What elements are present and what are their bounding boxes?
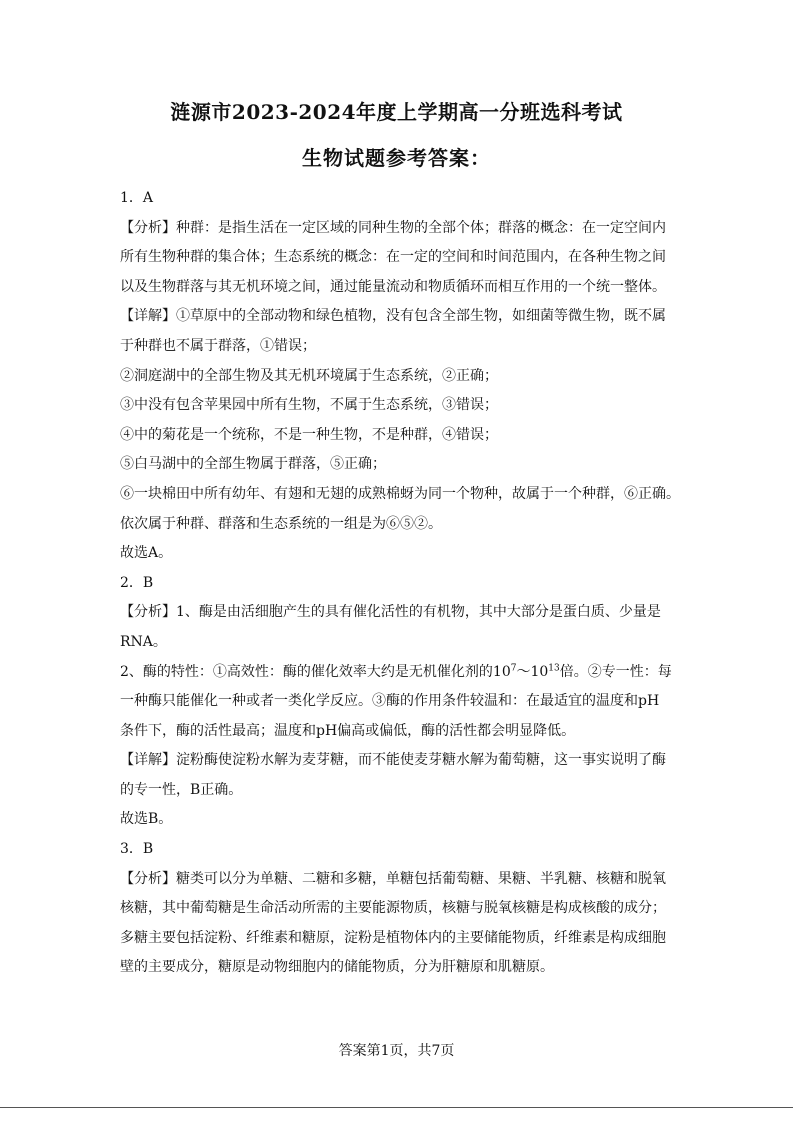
text-line: 1．A — [120, 190, 154, 206]
text-line: ③中没有包含苹果园中所有生物，不属于生态系统，③错误； — [120, 397, 498, 414]
text-line: 壁的主要成分，糖原是动物细胞内的储能物质，分为肝糖原和肌糖原。 — [120, 959, 554, 976]
text-line: 故选A。 — [120, 545, 173, 562]
text-line: ⑥一块棉田中所有幼年、有翅和无翅的成熟棉蚜为同一个物种，故属于一个种群，⑥正确。 — [120, 485, 680, 502]
text-line: ②洞庭湖中的全部生物及其无机环境属于生态系统，②正确； — [120, 367, 498, 384]
text-line: 故选B。 — [120, 811, 173, 828]
bottom-divider — [0, 1107, 793, 1108]
text-line: 的专一性，B正确。 — [120, 781, 243, 798]
enzyme-efficiency-line — [120, 658, 680, 688]
text-segment: ～10 — [516, 663, 549, 680]
text-segment: 2、酶的特性：①高效性：酶的催化效率大约是无机催化剂的10 — [120, 663, 511, 680]
text-line: 多糖主要包括淀粉、纤维素和糖原，淀粉是植物体内的主要储能物质，纤维素是构成细胞 — [120, 929, 666, 946]
text-line: 【分析】种群：是指生活在一定区域的同种生物的全部个体；群落的概念：在一定空间内 — [120, 219, 666, 236]
document-subtitle: 生物试题参考答案： — [302, 146, 491, 170]
exponent: 7 — [510, 662, 517, 673]
text-line: ⑤白马湖中的全部生物属于群落，⑤正确； — [120, 456, 386, 473]
text-line: 3．B — [120, 841, 154, 858]
text-line: 于种群也不属于群落，①错误； — [120, 337, 316, 354]
text-line: 核糖，其中葡萄糖是生命活动所需的主要能源物质，核糖与脱氧核糖是构成核酸的成分； — [120, 900, 666, 917]
text-line: 【分析】1、酶是由活细胞产生的具有催化活性的有机物，其中大部分是蛋白质、少量是 — [120, 604, 661, 621]
text-line: 【分析】糖类可以分为单糖、二糖和多糖，单糖包括葡萄糖、果糖、半乳糖、核糖和脱氧 — [120, 870, 666, 887]
text-line: 一种酶只能催化一种或者一类化学反应。③酶的作用条件较温和：在最适宜的温度和pH — [120, 693, 660, 710]
text-line: 所有生物种群的集合体；生态系统的概念：在一定的空间和时间范围内，在各种生物之间 — [120, 249, 666, 266]
text-line: 依次属于种群、群落和生态系统的一组是为⑥⑤②。 — [120, 515, 442, 532]
text-line: ④中的菊花是一个统称，不是一种生物，不是种群，④错误； — [120, 426, 498, 443]
text-line: 条件下，酶的活性最高；温度和pH偏高或偏低，酶的活性都会明显降低。 — [120, 722, 576, 739]
document-title: 涟源市2023-2024年度上学期高一分班选科考试 — [170, 100, 623, 124]
page-footer: 答案第1页，共7页 — [338, 1043, 455, 1059]
text-line: 【详解】淀粉酶使淀粉水解为麦芽糖，而不能使麦芽糖水解为葡萄糖，这一事实说明了酶 — [120, 752, 666, 769]
text-segment: 倍。②专一性：每 — [559, 663, 672, 680]
text-line: 以及生物群落与其无机环境之间，通过能量流动和物质循环而相互作用的一个统一整体。 — [120, 278, 666, 295]
text-line: RNA。 — [120, 633, 167, 650]
text-line: 【详解】①草原中的全部动物和绿色植物，没有包含全部生物，如细菌等微生物，既不属 — [120, 308, 666, 325]
exponent: 13 — [548, 662, 560, 673]
text-line: 2．B — [120, 574, 154, 591]
answer-body — [120, 184, 680, 983]
